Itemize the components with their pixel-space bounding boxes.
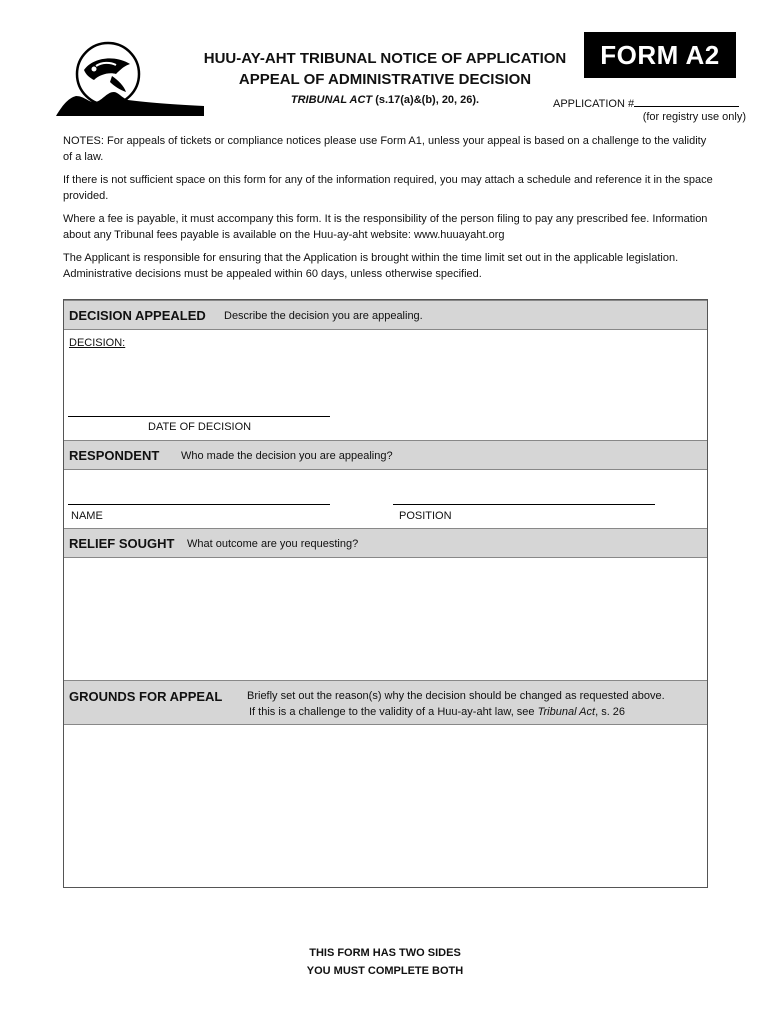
decision-heading: DECISION APPEALED: [69, 308, 206, 323]
grounds-section-header: [64, 680, 707, 725]
relief-heading: RELIEF SOUGHT: [69, 536, 175, 551]
respondent-name-field[interactable]: [68, 504, 330, 505]
grounds-act-section: , s. 26: [595, 706, 626, 718]
date-of-decision-field[interactable]: [68, 416, 330, 417]
registry-note: (for registry use only): [642, 111, 746, 123]
act-reference: [180, 94, 590, 106]
respondent-description: Who made the decision you are appealing?: [181, 450, 393, 462]
grounds-heading: GROUNDS FOR APPEAL: [69, 689, 223, 704]
notes-block: [63, 133, 713, 289]
application-number: [553, 95, 739, 110]
application-number-label: APPLICATION #: [553, 98, 635, 110]
respondent-heading: RESPONDENT: [69, 448, 160, 463]
respondent-position-label: POSITION: [399, 510, 452, 522]
grounds-for-appeal-field[interactable]: [64, 725, 707, 885]
respondent-position-field[interactable]: [393, 504, 655, 505]
relief-sought-field[interactable]: [64, 558, 707, 680]
form-number-badge: [584, 32, 736, 78]
relief-description: What outcome are you requesting?: [187, 538, 359, 550]
act-sections: (s.17(a)&(b), 20, 26).: [372, 94, 480, 106]
note-paragraph: NOTES: For appeals of tickets or compliance notices please use Form A1, unless your appeal is based on a challenge to the validity of a law.: [63, 135, 707, 163]
application-number-field[interactable]: [634, 95, 739, 107]
grounds-description-text: If this is a challenge to the validity of a Huu-ay-aht law, see: [249, 706, 538, 718]
act-name: TRIBUNAL ACT: [290, 94, 373, 106]
decision-label: DECISION:: [69, 337, 126, 349]
decision-section-header: [64, 300, 707, 330]
relief-section-header: [64, 528, 707, 558]
decision-description: Describe the decision you are appealing.: [224, 310, 423, 322]
footer-line-1: THIS FORM HAS TWO SIDES: [309, 947, 461, 959]
respondent-name-label: NAME: [71, 510, 103, 522]
date-of-decision-label: DATE OF DECISION: [148, 421, 252, 433]
form-footer: [0, 944, 770, 980]
application-form: [63, 299, 708, 888]
form-title: [180, 48, 590, 90]
title-line-2: APPEAL OF ADMINISTRATIVE DECISION: [238, 71, 532, 88]
grounds-description-line-2: [249, 706, 625, 718]
form-number: FORM A2: [600, 39, 720, 70]
footer-line-2: YOU MUST COMPLETE BOTH: [306, 965, 464, 977]
note-paragraph: The Applicant is responsible for ensuring that the Application is brought within the time limit set out in the applicable legislation. Administrative decisions must be appealed within 60 days, unless otherwise specified.: [63, 252, 679, 280]
respondent-section-header: [64, 440, 707, 470]
note-paragraph: Where a fee is payable, it must accompany this form. It is the responsibility of the person filing to pay any prescribed fee. Information about any Tribunal fees payable is available on the Huu-ay-aht website: www.huuayaht.org: [63, 213, 708, 241]
note-paragraph: If there is not sufficient space on this form for any of the information required, you may attach a schedule and reference it in the space provided.: [63, 174, 713, 202]
grounds-description-line-1: Briefly set out the reason(s) why the decision should be changed as requested above.: [247, 690, 665, 702]
grounds-act-name: Tribunal Act: [537, 706, 596, 718]
title-line-1: HUU-AY-AHT TRIBUNAL NOTICE OF APPLICATION: [203, 50, 567, 67]
